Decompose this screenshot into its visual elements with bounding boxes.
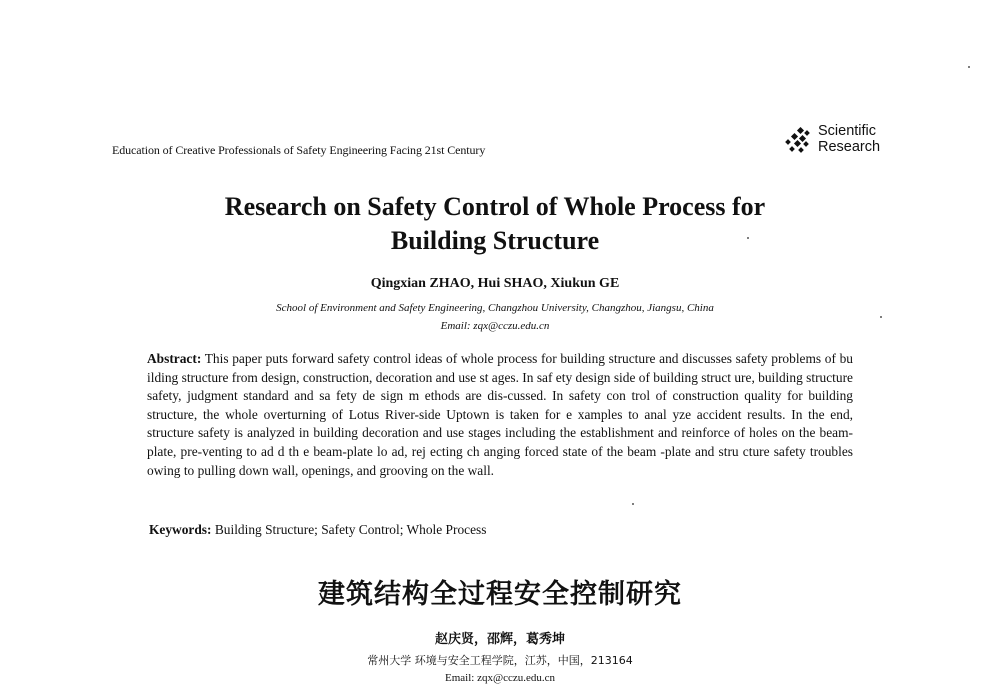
- scan-speck: [632, 503, 634, 505]
- logo-line-1: Scientific: [818, 123, 877, 139]
- publisher-logo: [784, 122, 884, 162]
- keywords: [149, 522, 486, 538]
- scan-speck: [880, 316, 882, 318]
- paper-title: [150, 190, 840, 258]
- abstract: [147, 350, 853, 480]
- chinese-email: Email: zqx@cczu.edu.cn: [445, 672, 555, 684]
- journal-header: Education of Creative Professionals of Safety Engineering Facing 21st Century: [112, 143, 486, 157]
- scan-speck: [747, 237, 749, 239]
- abstract-text: This paper puts forward safety control ideas of whole process for building structure and discusses safety problems of bu ilding structure from design, construction, decoration and use st ages. In saf ety design side of building struct ure, building structure safety, judgment standard and sa fety de sign m ethods are dis-cussed. In safety con trol of construction quality for building structure, the whole overturning of Lotus River-side Uptown is taken for e xamples to anal yze accident results. In the end, structure safety is analyzed in building decoration and use stages including the establishment and reinforce of holes on the beam-plate, pre-venting to ad d th e beam-plate lo ad, rej ecting ch anging forced state of the beam -plate and stru cture safety troubles owing to pulling down wall, openings, and grooving on the wall.: [147, 351, 853, 478]
- logo-text: [818, 123, 880, 155]
- abstract-label: Abstract:: [147, 351, 202, 366]
- chinese-title: 建筑结构全过程安全控制研究: [318, 579, 682, 610]
- chinese-affiliation: 常州大学 环境与安全工程学院，江苏，中国，213164: [367, 654, 633, 667]
- keywords-label: Keywords:: [149, 522, 212, 537]
- affiliation: School of Environment and Safety Engineering, Changzhou University, Changzhou, Jiangsu, China: [276, 302, 714, 314]
- title-line-2: Building Structure: [390, 226, 600, 255]
- scan-speck: [968, 66, 970, 68]
- keywords-text: Building Structure; Safety Control; Whole Process: [214, 522, 487, 537]
- email: Email: zqx@cczu.edu.cn: [440, 320, 550, 332]
- title-line-1: Research on Safety Control of Whole Process for: [224, 192, 766, 221]
- logo-line-2: Research: [818, 139, 881, 155]
- scattered-diamonds-logo-icon: [784, 126, 814, 156]
- chinese-authors: 赵庆贤，邵辉，葛秀坤: [434, 632, 565, 647]
- authors: Qingxian ZHAO, Hui SHAO, Xiukun GE: [370, 276, 620, 291]
